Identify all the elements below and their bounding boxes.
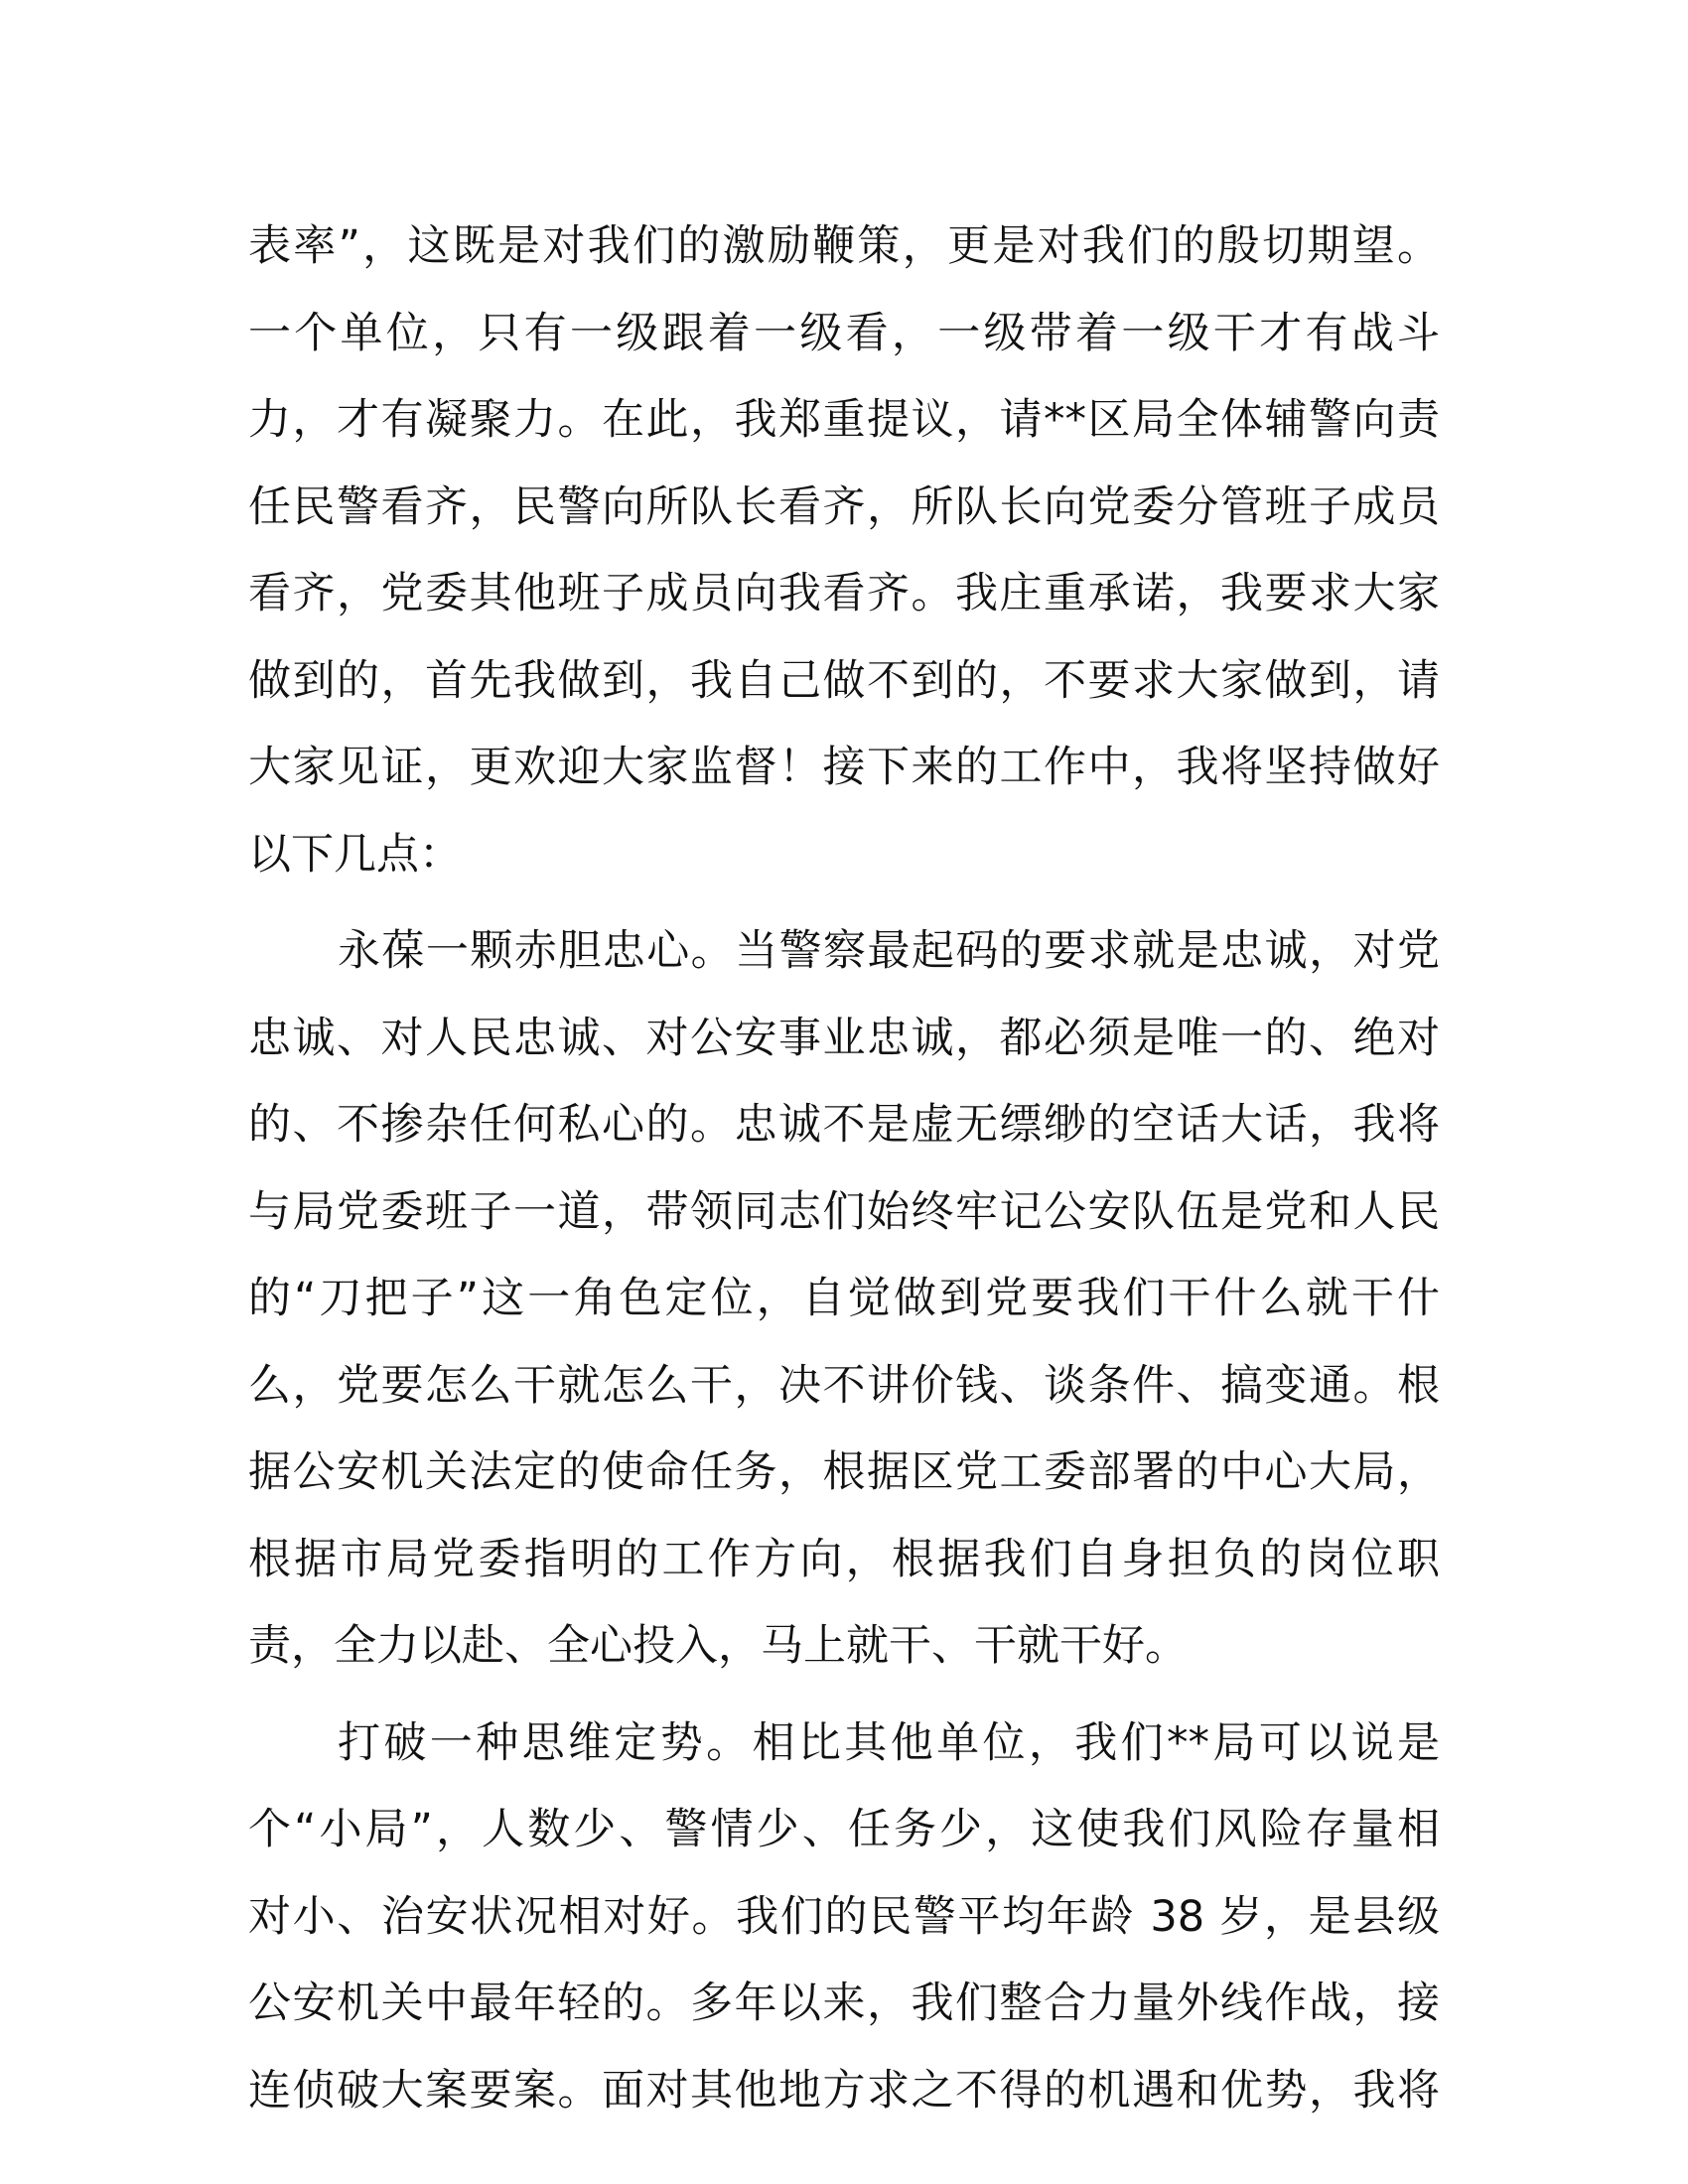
text-line: 忠诚、对人民忠诚、对公安事业忠诚，都必须是唯一的、绝对 bbox=[248, 1013, 1440, 1063]
text-line: 看齐，党委其他班子成员向我看齐。我庄重承诺，我要求大家 bbox=[248, 569, 1440, 618]
text-line: 与局党委班子一道，带领同志们始终牢记公安队伍是党和人民 bbox=[248, 1186, 1440, 1237]
text-line: 任民警看齐，民警向所队长看齐，所队长向党委分管班子成员 bbox=[248, 481, 1440, 532]
text-line: 连侦破大案要案。面对其他地方求之不得的机遇和优势，我将 bbox=[248, 2065, 1440, 2116]
paragraph-2 bbox=[248, 908, 1440, 1691]
text-line: 么，党要怎么干就怎么干，决不讲价钱、谈条件、搞变通。根 bbox=[248, 1360, 1440, 1411]
text-line: 打破一种思维定势。相比其他单位，我们**局可以说是 bbox=[338, 1717, 1440, 1768]
text-line: 的“刀把子”这一角色定位，自觉做到党要我们干什么就干什 bbox=[248, 1274, 1440, 1323]
text-line: 责，全力以赴、全心投入，马上就干、干就干好。 bbox=[248, 1621, 1188, 1671]
text-line: 大家见证，更欢迎大家监督！接下来的工作中，我将坚持做好 bbox=[248, 743, 1440, 792]
text-line: 做到的，首先我做到，我自己做不到的，不要求大家做到，请 bbox=[248, 655, 1440, 706]
text-line: 个“小局”，人数少、警情少、任务少，这使我们风险存量相 bbox=[248, 1805, 1440, 1854]
text-line: 公安机关中最年轻的。多年以来，我们整合力量外线作战，接 bbox=[248, 1979, 1440, 2028]
text-line: 据公安机关法定的使命任务，根据区党工委部署的中心大局， bbox=[248, 1447, 1440, 1497]
text-line: 的、不掺杂任何私心的。忠诚不是虚无缥缈的空话大话，我将 bbox=[248, 1100, 1440, 1150]
text-line: 表率”，这既是对我们的激励鞭策，更是对我们的殷切期望。 bbox=[248, 221, 1440, 271]
paragraph-3 bbox=[248, 1701, 1440, 2135]
text-line: 以下几点： bbox=[248, 829, 462, 880]
text-line: 对小、治安状况相对好。我们的民警平均年龄 38 岁，是县级 bbox=[248, 1891, 1440, 1942]
document-page bbox=[248, 204, 1440, 2134]
text-line: 永葆一颗赤胆忠心。当警察最起码的要求就是忠诚，对党 bbox=[338, 926, 1440, 976]
paragraph-1 bbox=[248, 204, 1440, 898]
text-line: 力，才有凝聚力。在此，我郑重提议，请**区局全体辅警向责 bbox=[248, 395, 1440, 445]
text-line: 一个单位，只有一级跟着一级看，一级带着一级干才有战斗 bbox=[248, 308, 1440, 358]
text-line: 根据市局党委指明的工作方向，根据我们自身担负的岗位职 bbox=[248, 1534, 1440, 1584]
